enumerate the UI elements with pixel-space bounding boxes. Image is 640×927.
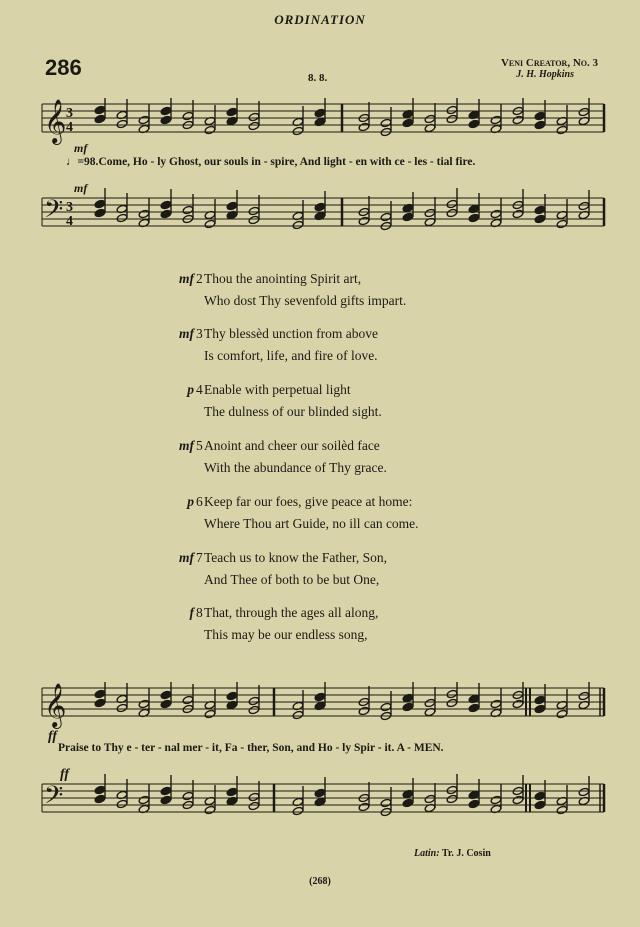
note-head (358, 706, 370, 715)
note-head (534, 205, 546, 214)
note-head (204, 219, 216, 228)
verse-lines (204, 435, 387, 479)
note-head (160, 795, 172, 804)
verse-line: Teach us to know the Father, Son, (204, 550, 387, 565)
verse-number: 7 (196, 550, 203, 565)
svg-text:3: 3 (66, 200, 73, 215)
lyrics-text: Come, Ho - ly Ghost, our souls in - spire, And light - en with ce - les - tial fire. (98, 156, 476, 168)
note-head (248, 705, 260, 714)
note-head (468, 703, 480, 712)
verse-number: 3 (196, 326, 203, 341)
note-head (358, 216, 370, 225)
treble-staff-system-1 (0, 98, 640, 160)
note-head (446, 114, 458, 123)
note-head (468, 213, 480, 222)
verse-number: 8 (196, 605, 203, 620)
svg-text:4: 4 (66, 120, 73, 135)
lyrics-system-2: Praise to Thy e - ter - nal mer - it, Fa - ther, Son, and Ho - ly Spir - it. A - MEN. (58, 742, 444, 754)
note-head (578, 107, 590, 116)
verse-line: The dulness of our blinded sight. (204, 404, 382, 419)
verse-lines (204, 491, 419, 535)
note-head (160, 115, 172, 124)
bass-staff-system-2 (0, 764, 640, 832)
note-head (490, 699, 502, 708)
bass-clef-icon: 𝄢 (44, 781, 64, 816)
note-head (578, 787, 590, 796)
note-head (160, 200, 172, 209)
note-head (380, 118, 392, 127)
note-head (94, 199, 106, 208)
verse-number: 6 (196, 494, 203, 509)
note-head (94, 794, 106, 803)
note-head (424, 208, 436, 217)
verse-dynamic: mf (179, 550, 194, 565)
note-head (380, 212, 392, 221)
note-head (248, 801, 260, 810)
verse-line: Is comfort, life, and fire of love. (204, 348, 378, 363)
note-head (512, 115, 524, 124)
treble-staff-system-2 (0, 682, 640, 744)
credit-label: Latin: (414, 848, 440, 859)
note-head (226, 691, 238, 700)
verse-line: Thou the anointing Spirit art, (204, 271, 362, 286)
verse-line: Thy blessèd unction from above (204, 326, 378, 341)
note-head (424, 698, 436, 707)
note-head (490, 209, 502, 218)
verse-dynamic: p (187, 382, 194, 397)
note-head (314, 692, 326, 701)
note-head (468, 799, 480, 808)
svg-text:4: 4 (66, 214, 73, 229)
note-head (94, 208, 106, 217)
note-head (468, 119, 480, 128)
note-head (182, 205, 194, 214)
dynamic-mf: mf (74, 141, 88, 155)
note-head (556, 125, 568, 134)
note-head (182, 111, 194, 120)
note-head (292, 126, 304, 135)
note-head (160, 690, 172, 699)
verse-lines (204, 268, 406, 312)
note-head (116, 213, 128, 222)
dynamic-ff: ff (48, 729, 58, 744)
note-head (116, 799, 128, 808)
note-head (534, 704, 546, 713)
verse-number: 2 (196, 271, 203, 286)
verse-lines (204, 602, 378, 646)
treble-clef-icon: 𝄞 (44, 683, 67, 727)
note-head (138, 795, 150, 804)
note-head (314, 108, 326, 117)
verse-line: With the abundance of Thy grace. (204, 460, 387, 475)
verse-line: Keep far our foes, give peace at home: (204, 494, 413, 509)
note-head (380, 798, 392, 807)
note-head (534, 800, 546, 809)
note-head (292, 710, 304, 719)
note-heads (94, 774, 590, 817)
note-head (94, 114, 106, 123)
note-head (182, 791, 194, 800)
note-head (248, 215, 260, 224)
note-head (358, 122, 370, 131)
note-head (424, 794, 436, 803)
verse-lines (204, 547, 387, 591)
note-head (204, 709, 216, 718)
note-head (138, 209, 150, 218)
note-head (160, 106, 172, 115)
note-head (116, 703, 128, 712)
bass-staff-system-1 (0, 178, 640, 240)
note-head (204, 805, 216, 814)
note-head (534, 111, 546, 120)
note-head (292, 806, 304, 815)
note-head (402, 118, 414, 127)
verse-dynamic: mf (179, 438, 194, 453)
verse-dynamic: mf (179, 326, 194, 341)
translator-credit (414, 848, 491, 859)
hymn-number: 286 (45, 55, 82, 80)
note-head (534, 791, 546, 800)
meter: 8. 8. (308, 72, 328, 84)
note-head (534, 120, 546, 129)
verse-line: Anoint and cheer our soilèd face (204, 438, 380, 453)
verse-lines (204, 323, 378, 367)
note-head (160, 699, 172, 708)
verse-line: That, through the ages all along, (204, 605, 379, 620)
note-head (534, 695, 546, 704)
note-head (380, 702, 392, 711)
tempo-mark: ♩=98. (66, 156, 99, 168)
note-head (248, 206, 260, 215)
treble-clef-icon: 𝄞 (44, 99, 67, 143)
note-head (248, 121, 260, 130)
note-head (292, 220, 304, 229)
note-head (446, 698, 458, 707)
note-head (116, 119, 128, 128)
note-head (314, 788, 326, 797)
note-head (160, 209, 172, 218)
note-head (248, 696, 260, 705)
note-head (94, 689, 106, 698)
note-head (226, 201, 238, 210)
note-head (424, 114, 436, 123)
note-head (512, 209, 524, 218)
svg-text:3: 3 (66, 106, 73, 121)
note-head (402, 212, 414, 221)
note-head (248, 112, 260, 121)
verse-dynamic: mf (179, 271, 194, 286)
note-head (446, 794, 458, 803)
note-head (446, 105, 458, 114)
note-head (534, 214, 546, 223)
note-head (578, 691, 590, 700)
note-head (226, 787, 238, 796)
note-head (512, 795, 524, 804)
note-head (490, 795, 502, 804)
note-head (248, 792, 260, 801)
verse-dynamic: p (187, 494, 194, 509)
note-head (512, 699, 524, 708)
note-head (446, 689, 458, 698)
credit-name: Tr. J. Cosin (441, 848, 491, 859)
note-head (226, 107, 238, 116)
note-head (94, 105, 106, 114)
bass-clef-icon: 𝄢 (44, 195, 64, 230)
verse-lines (204, 379, 382, 423)
composer: J. H. Hopkins (516, 69, 574, 80)
note-head (490, 115, 502, 124)
note-head (138, 115, 150, 124)
lyrics-system-1 (66, 156, 475, 168)
note-head (204, 125, 216, 134)
verse-line: Enable with perpetual light (204, 382, 351, 397)
note-head (446, 199, 458, 208)
verse-number: 5 (196, 438, 203, 453)
note-head (556, 805, 568, 814)
note-head (402, 702, 414, 711)
note-head (358, 802, 370, 811)
verse-dynamic: f (189, 605, 194, 620)
verse-number: 4 (196, 382, 203, 397)
dynamic-ff: ff (60, 767, 70, 782)
note-head (446, 785, 458, 794)
verse-line: And Thee of both to be but One, (204, 572, 380, 587)
page-number: (268) (309, 876, 331, 887)
note-head (402, 798, 414, 807)
dynamic-mf: mf (74, 181, 88, 195)
note-head (182, 695, 194, 704)
tune-name: Veni Creator, No. 3 (500, 57, 598, 69)
note-head (556, 709, 568, 718)
note-head (94, 785, 106, 794)
note-head (314, 202, 326, 211)
note-head (578, 201, 590, 210)
note-head (446, 208, 458, 217)
note-head (160, 786, 172, 795)
verse-line: Who dost Thy sevenfold gifts impart. (204, 293, 407, 308)
note-head (556, 219, 568, 228)
verse-line: Where Thou art Guide, no ill can come. (204, 516, 419, 531)
note-head (138, 699, 150, 708)
verse-line: This may be our endless song, (204, 627, 368, 642)
note-head (94, 698, 106, 707)
section-title: ORDINATION (274, 12, 366, 27)
